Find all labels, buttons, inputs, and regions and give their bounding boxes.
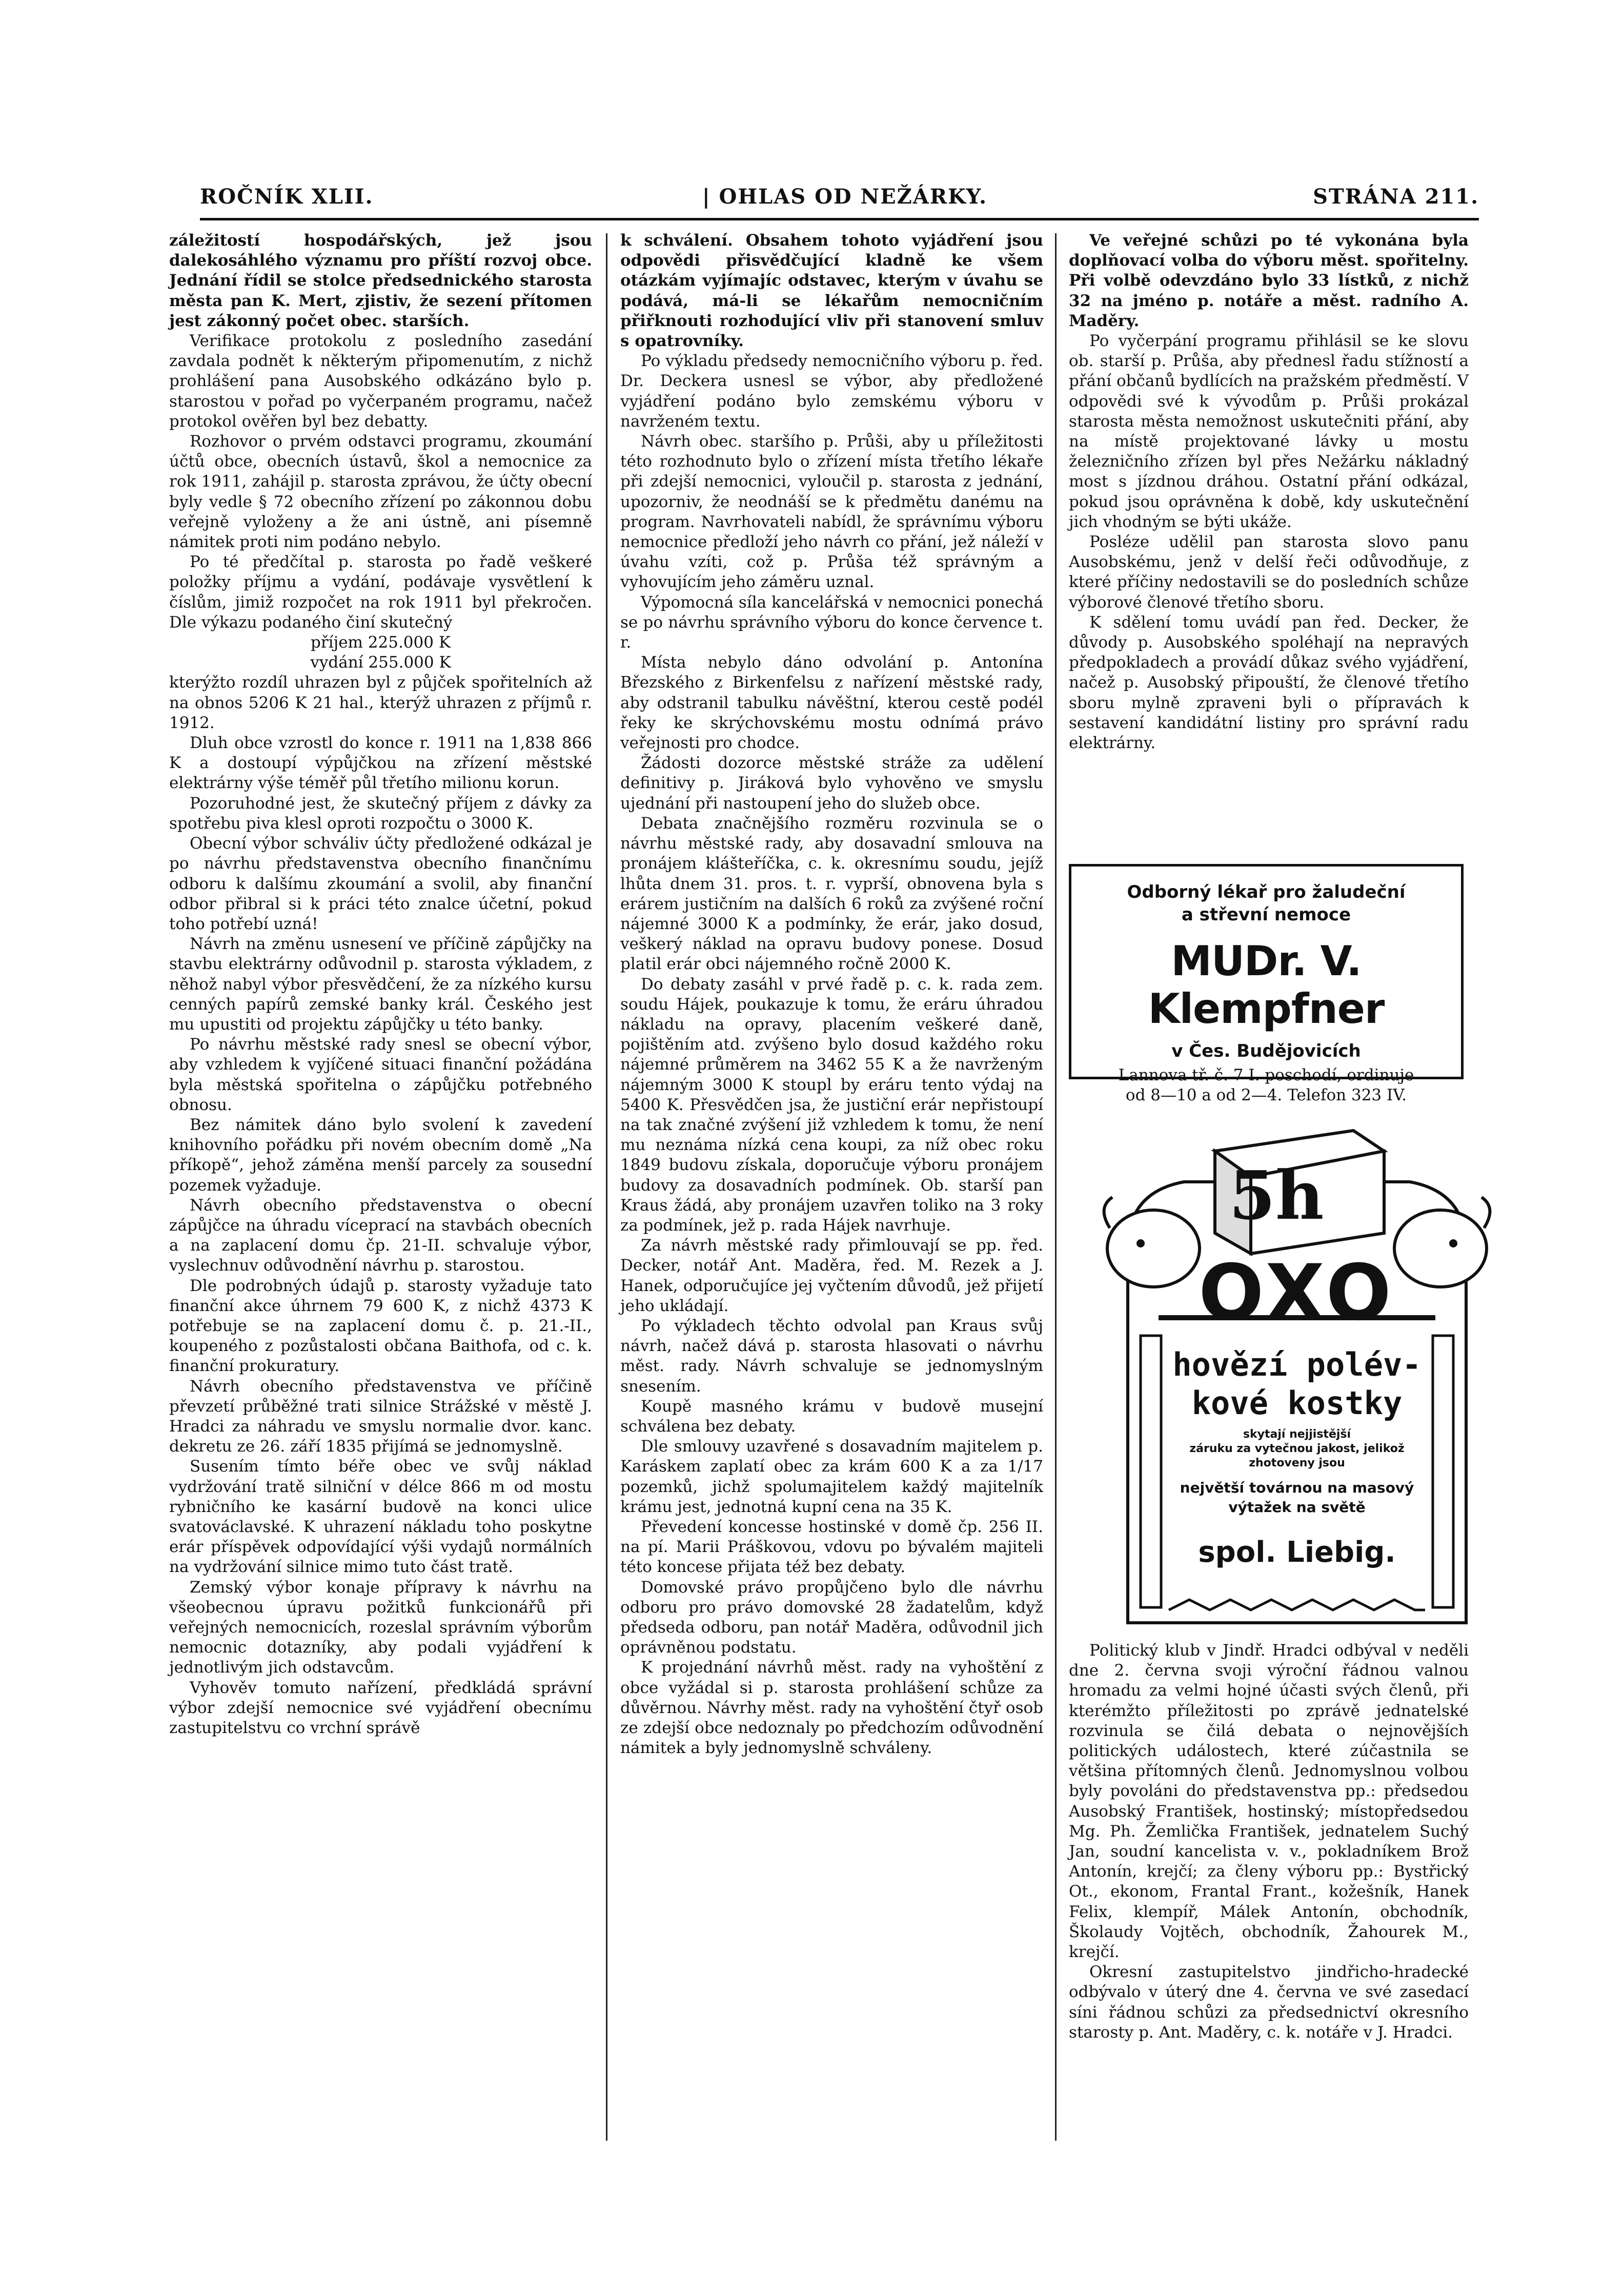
ad-address-line2: od 8—10 a od 2—4. Telefon 323 IV. xyxy=(1125,1086,1407,1104)
paragraph: Po návrhu městské rady snesl se obecní výbor, aby vzhledem k vyjíčené situaci finanční požádána byla městská spořitelna o zápůjčku potřebného obnosu. xyxy=(169,1035,592,1114)
paragraph: K sdělení tomu uvádí pan řed. Decker, že důvody p. Ausobského spoléhají na nepravých předpokladech a provádí důkaz svého vyjádření, načež p. Ausobský připouští, že členové třetího sboru mylně zpraveni byli o přípravách k sestavení kandidátní listiny pro správní radu elektrárny. xyxy=(1069,613,1469,753)
paragraph: Návrh na změnu usnesení ve příčině zápůjčky na stavbu elektrárny odůvodnil p. starosta výkladem, z něhož nabyl výbor přesvědčení, že za nízkého kursu cenných papírů zemské banky král. Českého jest mu upustiti od projektu zápůjčky u této banky. xyxy=(169,935,592,1034)
paragraph: kterýžto rozdíl uhrazen byl z půjček spořitelních až na obnos 5206 K 21 hal., kterýž uhrazen z příjmů r. 1912. xyxy=(169,673,592,732)
oxo-product-line1: hovězí polév- xyxy=(1172,1346,1422,1383)
oxo-brand: OXO xyxy=(1199,1248,1395,1338)
paragraph: Návrh obec. staršího p. Průši, aby u příležitosti této rozhodnuto bylo o zřízení místa třetího lékaře při zdejší nemocnici, vyloučil p. starosta z jednání, upozorniv, že neodnáší se k předmětu danému na program. Navrhovateli nabídl, že správnímu výboru nemocnice předloží jeho návrh co přání, jež náleží v úvahu vzíti, což p. Průša též správným a vyhovujícím jeho záměru uznal. xyxy=(620,432,1043,592)
ad-specialty-line2: a střevní nemoce xyxy=(1181,904,1351,925)
paragraph: záležitostí hospodářských, jež jsou dalekosáhlého významu pro příští rozvoj obce. Jednání řídil se stolce předsednického starosta města pan K. Mert, zjistiv, že sezení přítomen jest zákonný počet obec. starších. xyxy=(169,231,592,330)
oxo-small-line2: záruku za vytečnou jakost, jelikož xyxy=(1189,1442,1405,1455)
paragraph: Po té předčítal p. starosta po řadě veškeré položky příjmu a vydání, podávaje vysvětlení k číslům, jimiž rozpočet na rok 1911 byl překročen. Dle výkazu podaného činí skutečný xyxy=(169,553,592,632)
paragraph: Rozhovor o prvém odstavci programu, zkoumání účtů obce, obecních ústavů, škol a nemocnice za rok 1911, zahájil p. starosta zprávou, že účty obecní byly vedle § 72 obecního zřízení po zákonnou dobu veřejně vyloženy a že ani ústně, ani písemně námitek proti nim podáno nebylo. xyxy=(169,432,592,552)
paragraph: Ve veřejné schůzi po té vykonána byla doplňovací volba do výboru měst. spořitelny. Při volbě odevzdáno bylo 33 lístků, z nichž 32 na jméno p. notáře a měst. radního A. Maděry. xyxy=(1069,231,1469,330)
ad-address xyxy=(1071,1065,1461,1105)
paragraph: Po výkladech těchto odvolal pan Kraus svůj návrh, načež dává p. starosta hlasovati o návrhu měst. rady. Návrh schvaluje se jednomyslným snesením. xyxy=(620,1316,1043,1396)
column-divider xyxy=(606,233,607,2141)
oxo-company: spol. Liebig. xyxy=(1198,1536,1396,1569)
paragraph: Posléze udělil pan starosta slovo panu Ausobskému, jenž v delší řeči odůvodňuje, z které příčiny nedostavili se do posledních schůze výborové členové třetího sboru. xyxy=(1069,533,1469,612)
paragraph: Dluh obce vzrostl do konce r. 1911 na 1,838 866 K a dostoupí výpůjčkou na zřízení městské elektrárny výše téměř půl třetího milionu korun. xyxy=(169,734,592,793)
oxo-small-line3: zhotoveny jsou xyxy=(1249,1457,1345,1469)
district-council-paragraph: Okresní zastupitelstvo jindřicho-hradecké odbývalo v úterý dne 4. června ve své zasedací síni řádnou schůzi za předsednictví okresního starosty p. Ant. Maděry, c. k. notáře v J. Hradci. xyxy=(1069,1963,1469,2042)
paragraph: Debata značnějšího rozměru rozvinula se o návrhu městské rady, aby dosavadní smlouva na pronájem klášteříčka, c. k. okresnímu soudu, jejíž lhůta dnem 31. pros. t. r. vyprší, obnovena byla s erárem justičním na dalších 6 roků za zvýšené roční nájemné 3000 K a podmínky, že erár, jako dosud, veškerý náklad na opravu budovy ponese. Dosud platil erár obci nájemného ročně 2000 K. xyxy=(620,814,1043,974)
paragraph: K projednání návrhů měst. rady na vyhoštění z obce vyžádal si p. starosta prohlášení schůze za důvěrnou. Návrhy měst. rady na vyhoštění čtyř osob ze zdejší obce nedoznaly po předchozím odůvodnění námitek a byly jednomyslně schváleny. xyxy=(620,1658,1043,1758)
ad-specialty xyxy=(1071,881,1461,926)
paragraph: Za návrh městské rady přimlouvají se pp. řed. Decker, notář Ant. Maděra, řed. M. Rezek a J. Hanek, odporučujíce jej vyčtením důvodů, jež přijetí jeho ukládají. xyxy=(620,1236,1043,1315)
paragraph: Do debaty zasáhl v prvé řadě p. c. k. rada zem. soudu Hájek, poukazuje k tomu, že eráru úhradou nákladu na opravy, placením veškeré daně, pojištěním atd. zvýšeno bylo dosud každého roku nájemné průměrem na 3462 55 K a že navrženým nájemným 3000 K stoupl by eráru tento výdaj na 5400 K. Přesvědčen jsa, že justiční erár nepřistoupí na tak značné zvýšení již vzhledem k tomu, že není mu neznáma nízká cena koupi, za níž obec roku 1849 budovu získala, doporučuje výboru pronájem budovy za dosavadních podmínek. Ob. starší pan Kraus žádá, aby pronájem uzavřen toliko na 3 roky za podmínek, jež p. rada Hájek navrhuje. xyxy=(620,975,1043,1235)
newspaper-title: | OHLAS OD NEŽÁRKY. xyxy=(702,185,988,209)
paragraph: Susením tímto béře obec ve svůj náklad vydržování tratě silniční v délce 866 m od mostu rybničního ke kasární budově na konci ulice svatováclavské. K uhrazení nákladu toho poskytne erár příspěvek odpovídající výši vydajů normálních na vydržování silnice mimo tuto část tratě. xyxy=(169,1457,592,1577)
oxo-advertisement xyxy=(1097,1120,1497,1625)
paragraph: Návrh obecního představenstva o obecní zápůjčce na úhradu víceprací na stavbách obecních a na zaplacení domu čp. 21-II. schvaluje výbor, vyslechnuv odůvodnění návrhu p. starostou. xyxy=(169,1196,592,1275)
paragraph: Dle smlouvy uzavřené s dosavadním majitelem p. Karáskem zaplatí obec za krám 600 K a za 1/17 pozemků, jichž spolumajitelem každý majitelník krámu jest, jednotná kupní cena na 35 K. xyxy=(620,1437,1043,1516)
column-3-bottom xyxy=(1069,1641,1469,2043)
zigzag-ornament-icon xyxy=(1169,1600,1425,1610)
ad-specialty-line1: Odborný lékař pro žaludeční xyxy=(1127,882,1406,902)
oxo-claim-line1: největší továrnou na masový xyxy=(1180,1479,1414,1496)
ad-address-line1: Lannova tř. č. 7 I. poschodí, ordinuje xyxy=(1118,1066,1414,1084)
doctor-advertisement xyxy=(1069,864,1464,1104)
paragraph: Převedení koncesse hostinské v domě čp. 256 II. na pí. Marii Práškovou, vdovu po bývalém majiteli této koncese přijata též bez debaty. xyxy=(620,1518,1043,1577)
income-line: příjem 225.000 K xyxy=(311,633,451,652)
paragraph: Dle podrobných údajů p. starosty vyžaduje tato finanční akce úhrnem 79 600 K, z nichž 4373 K potřebuje se na zaplacení domu č. p. 21.-II., koupeného z pozůstalosti občana Baithofa, od c. k. finanční prokuratury. xyxy=(169,1276,592,1376)
paragraph: Výpomocná síla kancelářská v nemocnici ponechá se po návrhu správního výboru do konce července t. r. xyxy=(620,593,1043,652)
paragraph: Obecní výbor schváliv účty předložené odkázal je po návrhu představenstva obecního finančnímu odboru k dalšímu zkoumání a svolil, aby finanční odbor přibral si k práci této znalce účetní, pokud toho potřebí uzná! xyxy=(169,834,592,933)
paragraph: Domovské právo propůjčeno bylo dle návrhu odboru pro právo domovské 28 žadatelům, když předseda odboru, pan notář Maděra, odůvodnil jich oprávněnou podstatu. xyxy=(620,1578,1043,1657)
paragraph: k schválení. Obsahem tohoto vyjádření jsou odpovědi přisvědčující kladně ke všem otázkám vyjímajíc odstavec, kterým v úvahu se podává, má-li se lékařům nemocničním přiřknouti rozhodující vliv při stanovení smluv s opatrovníky. xyxy=(620,231,1043,351)
column-divider xyxy=(1055,233,1057,2141)
oxo-product-line2: kové kostky xyxy=(1191,1384,1403,1422)
paragraph: Po výkladu předsedy nemocničního výboru p. řed. Dr. Deckera usnesl se výbor, aby předložené vyjádření podáno bylo zemskému výboru v navrženém textu. xyxy=(620,352,1043,431)
page-number: STRÁNA 211. xyxy=(1313,185,1479,209)
paragraph: Vyhověv tomuto nařízení, předkládá správní výbor zdejší nemocnice své vyjádření obecnímu zastupitelstvu co vrchní správě xyxy=(169,1678,592,1738)
paragraph: Bez námitek dáno bylo svolení k zavedení knihovního pořádku při novém obecním domě „Na příkopě“, jehož záměna menší parcely za sousední pozemek vyžaduje. xyxy=(169,1115,592,1195)
paragraph: Návrh obecního představenstva ve příčině převzetí průběžné trati silnice Strážské v městě J. Hradci za náhradu ve smyslu normalie dvor. kanc. dekretu ze 26. září 1835 přijímá se jednomyslně. xyxy=(169,1377,592,1456)
paragraph: Žádosti dozorce městské stráže za udělení definitivy p. Jiráková bylo vyhověno ve smyslu ujednání při nastoupení jeho do služeb obce. xyxy=(620,754,1043,813)
paragraph: Zemský výbor konaje přípravy k návrhu na všeobecnou úpravu požitků funkcionářů při veřejných nemocnicích, rozeslal správním výborům nemocnic dotazníky, aby podali vyjádření k jednotlivým jich odstavcům. xyxy=(169,1578,592,1677)
oxo-claim-line2: výtažek na světě xyxy=(1228,1499,1366,1516)
expense-line: vydání 255.000 K xyxy=(310,653,451,672)
volume-label: ROČNÍK XLII. xyxy=(200,185,374,209)
paragraph: Pozoruhodné jest, že skutečný příjem z dávky za spotřebu piva klesl oproti rozpočtu o 3000 K. xyxy=(169,794,592,833)
column-3-top xyxy=(1069,231,1469,753)
political-club-paragraph: Politický klub v Jindř. Hradci odbýval v neděli dne 2. června svoji výroční řádnou valnou hromadu za velmi hojné účasti svých členů, při kterémžto příležitosti po zprávě jednatelské rozvinula se čilá debata o nejnovějších politických událostech, které zúčastnila se většina přítomných členů. Jednomyslnou volbou byly povoláni do představenstva pp.: předsedou Ausobský František, hostinský; místopředsedou Mg. Ph. Žemlička František, jednatelem Suchý Jan, soudní kancelista v. v., pokladníkem Brož Antonín, krejčí; za členy výboru pp.: Bystřický Ot., ekonom, Frantal Frant., kožešník, Hanek Felix, klempíř, Málek Antonín, obchodník, Školaudy Vojtěch, obchodník, Žahourek M., krejčí. xyxy=(1069,1641,1469,1962)
header-rule xyxy=(200,218,1479,220)
paragraph: Koupě masného krámu v budově musejní schválena bez debaty. xyxy=(620,1397,1043,1436)
oxo-price: 5h xyxy=(1229,1156,1324,1235)
ad-city: v Čes. Budějovicích xyxy=(1171,1041,1361,1061)
ad-doctor-name: MUDr. V. Klempfner xyxy=(1148,937,1385,1033)
paragraph: Po vyčerpání programu přihlásil se ke slovu ob. starší p. Průša, aby přednesl řadu stížností a přání občanů bydlících na pražském předměstí. V odpovědi své k vývodům p. Průši prokázal starosta města nemožnost uskutečniti přání, aby na místě projektované lávky u mostu železničního zřízen byl přes Nežárku nákladný most s jízdnou dráhou. Ostatní přání odkázal, pokud jsou oprávněna k době, kdy uskutečnění jich vhodným se býti ukáže. xyxy=(1069,332,1469,531)
page-header xyxy=(200,185,1479,215)
column-2 xyxy=(620,231,1043,1758)
paragraph: Verifikace protokolu z posledního zasedání zavdala podnět k některým připomenutím, z nichž prohlášení pana Ausobského odkázáno bylo p. starostou v pořad po vyčerpaném programu, načež protokol ověřen byl bez debatty. xyxy=(169,332,592,431)
column-1 xyxy=(169,231,592,1738)
paragraph: Místa nebylo dáno odvolání p. Antonína Březského z Birkenfelsu z nařízení městské rady, aby odstranil tabulku návěštní, kterou cestě podél řeky ke skrýchovskému mostu odnímá právo veřejnosti pro chodce. xyxy=(620,653,1043,753)
oxo-small-line1: skytají nejjistější xyxy=(1243,1428,1351,1441)
